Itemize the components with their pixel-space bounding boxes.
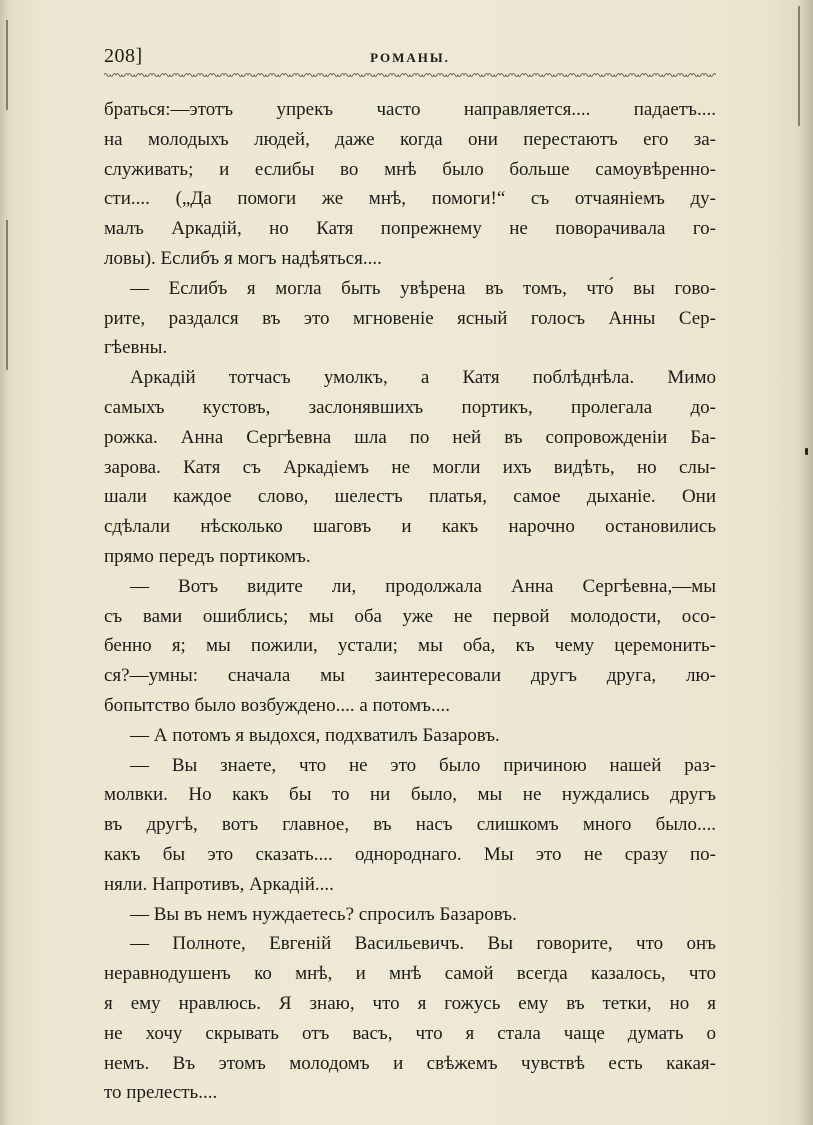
text-line: гѣевны.	[104, 337, 168, 359]
text-line: неравнодушенъ ко мнѣ, и мнѣ самой всегда казалось, что	[104, 963, 716, 985]
text-line: няли. Напротивъ, Аркадій....	[104, 873, 334, 895]
text-line: какъ бы это сказать.... однороднаго. Мы это не сразу по-	[104, 843, 716, 865]
text-line: рите, раздался въ это мгновеніе ясный голосъ Анны Сер-	[104, 307, 716, 329]
header-ornamental-rule	[104, 70, 716, 80]
text-line: — Вы знаете, что не это было причиною нашей раз-	[130, 754, 716, 776]
text-line: браться:—этотъ упрекъ часто направляется.... падаетъ....	[104, 99, 716, 120]
page-number: 208]	[104, 45, 143, 67]
text-line: — Вы въ немъ нуждаетесь? спросилъ Базаровъ.	[130, 903, 517, 925]
text-line: ся?—умны: сначала мы заинтересовали другъ друга, лю-	[104, 665, 716, 687]
scan-mark-left-1	[6, 20, 8, 110]
page-edge-shadow	[799, 0, 813, 1125]
ink-speck	[805, 448, 808, 455]
scan-mark-left-2	[6, 220, 8, 370]
text-line: шали каждое слово, шелестъ платья, самое дыханіе. Они	[104, 486, 716, 508]
text-line: не хочу скрывать отъ васъ, что я стала чаще думать о	[104, 1022, 716, 1044]
text-line: служивать; и еслибы во мнѣ было больше самоувѣренно-	[104, 158, 716, 180]
text-line: молвки. Но какъ бы то ни было, мы не нуждались другъ	[104, 784, 716, 806]
text-line: — А потомъ я выдохся, подхватилъ Базаровъ.	[130, 724, 500, 746]
text-line: я ему нравлюсь. Я знаю, что я гожусь ему въ тетки, но я	[104, 992, 716, 1014]
body-text	[104, 95, 716, 1108]
text-line: сти.... („Да помоги же мнѣ, помоги!“ съ отчаяніемъ ду-	[104, 188, 716, 210]
text-line: на молодыхъ людей, даже когда они перестаютъ его за-	[104, 128, 716, 150]
text-line: то прелесть....	[104, 1082, 218, 1104]
text-line: зарова. Катя съ Аркадіемъ не могли ихъ видѣть, но слы-	[104, 456, 716, 478]
text-line: рожка. Анна Сергѣевна шла по ней въ сопровожденіи Ба-	[104, 426, 716, 448]
scan-mark-right	[798, 6, 800, 126]
text-line: ловы). Еслибъ я могъ надѣяться....	[104, 247, 382, 269]
text-line: прямо передъ портикомъ.	[104, 545, 311, 567]
text-line: бопытство было возбуждено.... а потомъ....	[104, 694, 450, 716]
page-gutter-shadow	[0, 0, 10, 1125]
text-line: — Еслибъ я могла быть увѣрена въ томъ, что́ вы гово-	[130, 277, 716, 299]
text-line: Аркадій тотчасъ умолкъ, а Катя поблѣднѣла. Мимо	[130, 367, 716, 389]
text-line: — Полноте, Евгеній Васильевичъ. Вы говорите, что онъ	[130, 933, 716, 955]
text-line: съ вами ошиблись; мы оба уже не первой молодости, осо-	[104, 605, 716, 627]
text-line: сдѣлали нѣсколько шаговъ и какъ нарочно остановились	[104, 516, 716, 538]
text-line: самыхъ кустовъ, заслонявшихъ портикъ, пролегала до-	[104, 396, 716, 418]
text-line: малъ Аркадій, но Катя попрежнему не поворачивала го-	[104, 218, 716, 240]
text-line: бенно я; мы пожили, устали; мы оба, къ чему церемонить-	[104, 635, 716, 657]
page-header	[104, 45, 716, 73]
text-line: въ другѣ, вотъ главное, въ насъ слишкомъ много было....	[104, 814, 716, 836]
text-line: — Вотъ видите ли, продолжала Анна Сергѣевна,—мы	[130, 575, 716, 597]
text-line: немъ. Въ этомъ молодомъ и свѣжемъ чувствѣ есть какая-	[104, 1052, 716, 1074]
running-title: РОМАНЫ.	[370, 50, 450, 65]
